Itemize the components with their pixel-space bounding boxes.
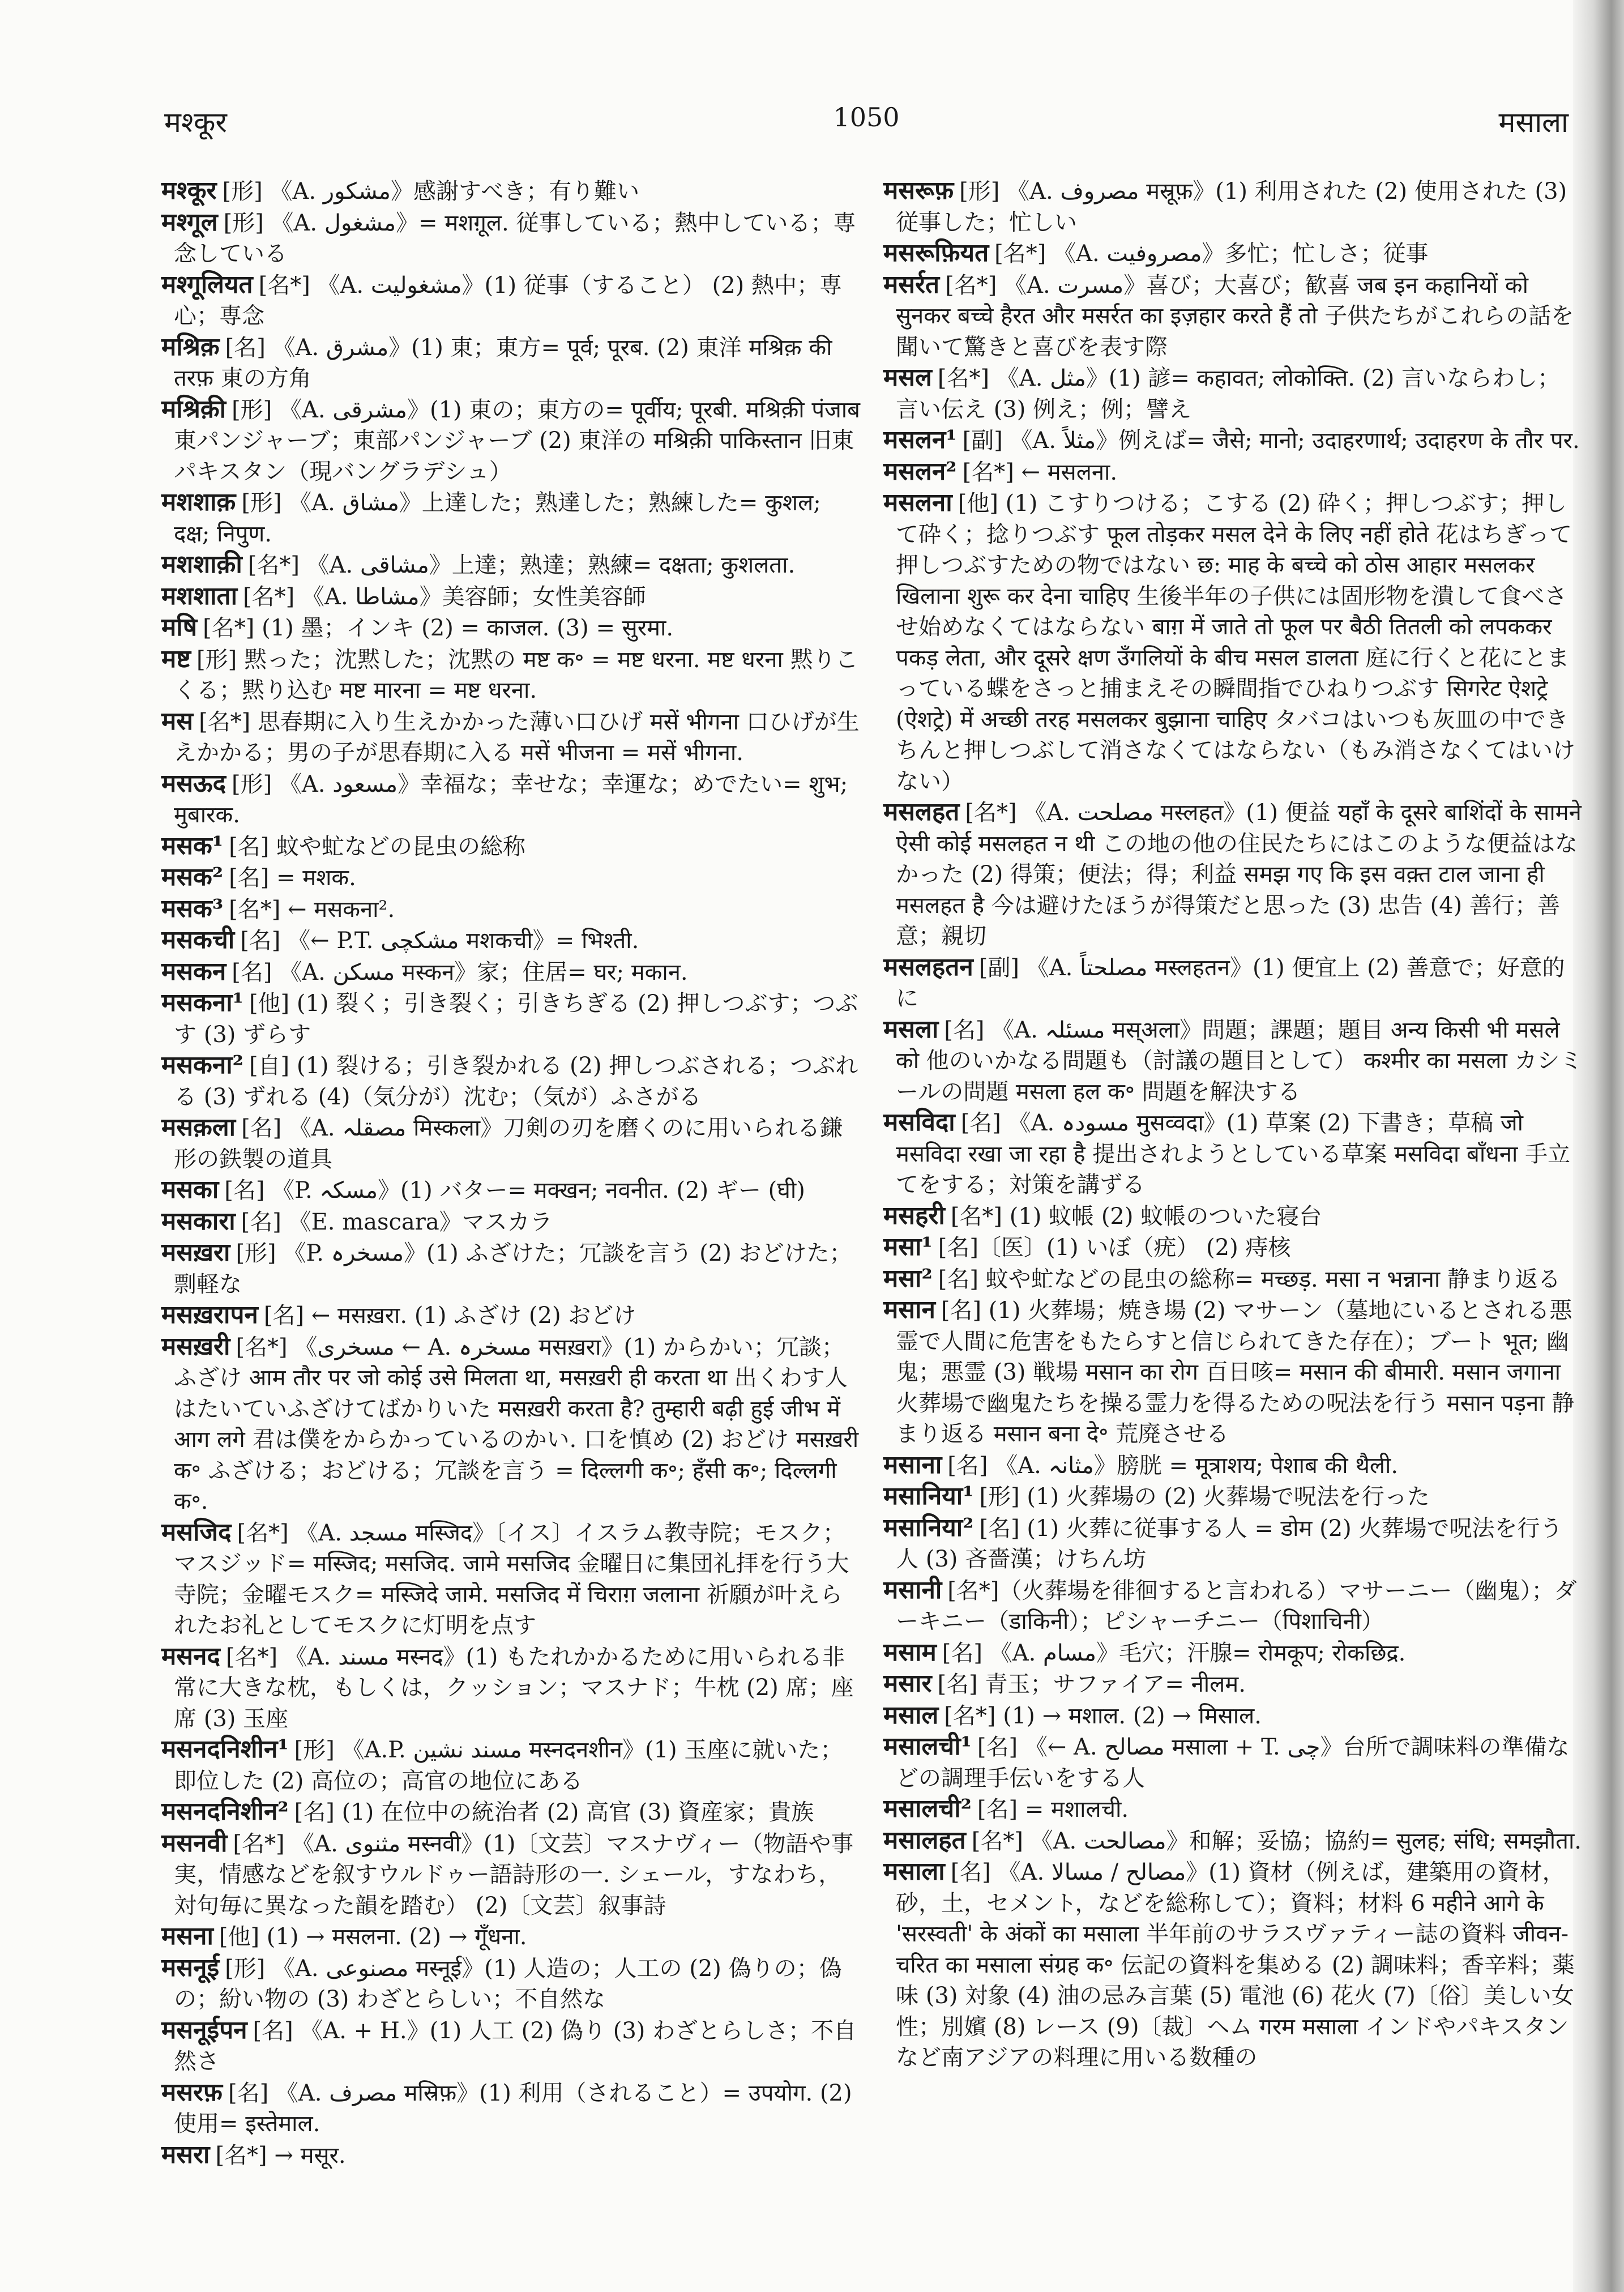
entry-headword: मसनवी <box>161 1828 228 1858</box>
entry-definition: [名*] 《A. مشاطا》美容師；女性美容師 <box>243 583 646 610</box>
entry-definition: [名] 《A. مشرق》(1) 東；東方= पूर्व; पूरब. (2) 東洋 मश्रिक़ की तरफ़ 東の方角 <box>174 334 832 391</box>
entry-definition: [形] 《A. مشرقی》(1) 東の；東方の= पूर्वीय; पूरबी. मश्रिक़ी पंजाब 東パンジャーブ；東部パンジャーブ (2) 東洋の मश्रिक़ी पाकिस्तान 旧東パキスタン（現バングラデシュ） <box>174 396 860 485</box>
entry-headword: मसकची <box>161 925 235 954</box>
entry-headword: मसख़रापन <box>161 1300 258 1329</box>
dictionary-entry <box>161 1237 861 1300</box>
right-column <box>883 176 1583 2073</box>
dictionary-entry <box>161 2140 861 2171</box>
entry-headword: मसनूईपन <box>161 2015 247 2045</box>
entry-definition: [名*] 《A. مصالحت》和解；妥協；協約= सुलह; संधि; समझौता. <box>971 1828 1582 1854</box>
entry-definition: [形] 《P. مسخرہ》(1) ふざけた；冗談を言う (2) おどけた；剽軽な <box>174 1240 852 1297</box>
dictionary-entry <box>161 988 861 1050</box>
dictionary-entry <box>883 362 1583 425</box>
entry-headword: मसाल <box>883 1700 939 1730</box>
dictionary-entry <box>161 1953 861 2015</box>
entry-definition: [名] = मशक. <box>229 865 356 891</box>
entry-headword: मष्ट <box>161 644 191 673</box>
page-number: 1050 <box>833 102 900 133</box>
entry-headword: मसक² <box>161 863 224 891</box>
entry-definition: [名] 《A. مسودہ मुसव्वदा》(1) 草案 (2) 下書き；草稿 जो मसविदा रखा जा रहा है 提出されようとしている草案 मसविदा बाँधना 手立てをする；対策を講ずる <box>896 1110 1571 1198</box>
dictionary-entry <box>161 831 861 863</box>
entry-definition: [名] 《A. + H.》(1) 人工 (2) 偽り (3) わざとらしさ；不自然さ <box>174 2017 857 2075</box>
dictionary-entry <box>161 207 861 270</box>
dictionary-entry <box>161 1641 861 1735</box>
entry-headword: मसालहत <box>883 1825 966 1855</box>
entry-definition: [名] 《← P.T. مشکچی मशकची》= भिश्ती. <box>240 928 639 954</box>
entry-headword: मसना <box>161 1922 213 1950</box>
entry-headword: मसक³ <box>161 894 224 923</box>
dictionary-entry <box>883 1668 1583 1700</box>
entry-definition: [名*] 《A. مصلحت मस्लहत》(1) 便益 यहाँ के दूसरे बाशिंदों के सामने ऐसी कोई मसलहत न थी この地の他の住民たちにはこのような便益はなかった (2) 得策；便法；得；利益 समझ गए कि इस वक़्त टाल जाना ही मसलहत है 今は避けたほうが得策だと思った (3) 忠告 (4) 善行；善意；親切 <box>896 800 1582 949</box>
entry-definition: [名] 蚊や虻などの昆虫の総称 <box>229 833 526 860</box>
dictionary-entry <box>883 488 1583 797</box>
dictionary-entry <box>883 1856 1583 2073</box>
entry-headword: मसकारा <box>161 1206 236 1236</box>
entry-definition: [自] (1) 裂ける；引き裂かれる (2) 押しつぶされる；つぶれる (3) ずれる (4)（気分が）沈む；（気が）ふさがる <box>174 1053 858 1110</box>
dictionary-entry <box>161 644 861 706</box>
entry-headword: मसरा <box>161 2140 210 2169</box>
entry-definition: [名] 《A. مسکن मस्कन》家；住居= घर; मकान. <box>232 959 688 985</box>
entry-definition: [名*] 《A. مشغولیت》(1) 従事（すること） (2) 熱中；専心；専念 <box>174 272 842 329</box>
dictionary-entry <box>883 1700 1583 1732</box>
entry-definition: [名*] 《A. مسند मस्नद》(1) もたれかかるために用いられる非常に大きな枕，もしくは，クッション；マスナド；牛枕 (2) 席；座席 (3) 玉座 <box>174 1644 854 1732</box>
entry-definition: [名] (1) 在位中の統治者 (2) 高官 (3) 資産家；貴族 <box>294 1799 814 1825</box>
dictionary-entry <box>161 487 861 549</box>
entry-definition: [名] 《E. mascara》マスカラ <box>241 1209 553 1235</box>
entry-definition: [名] 《P. مسکہ》(1) バター= मक्खन; नवनीत. (2) ギー (घी) <box>224 1177 805 1203</box>
entry-headword: मसनूई <box>161 1953 220 1982</box>
entry-definition: [形] 《A. مشغول》= मशग़ूल. 従事している；熱中している；専念している <box>174 210 856 267</box>
entry-definition: [名] 蚊や虻などの昆虫の総称= मच्छड़. मसा न भन्नाना 静まり返る <box>938 1266 1561 1292</box>
entry-headword: मसरफ़ <box>161 2077 223 2107</box>
entry-headword: मसलन¹ <box>883 425 957 454</box>
entry-headword: मसकना² <box>161 1051 243 1079</box>
dictionary-entry <box>883 1637 1583 1669</box>
entry-definition: [形] 《A. مسعود》幸福な；幸せな；幸運な；めでたい= शुभ; मुबारक. <box>174 771 848 828</box>
entry-definition: [名*] 思春期に入り生えかかった薄い口ひげ मसें भीगना 口ひげが生えかかる；男の子が思春期に入る मसें भीजना = मसें भीगना. <box>174 708 860 766</box>
entry-definition: [名] (1) 火葬場；焼き場 (2) マサーン（墓地にいるとされる悪霊で人間に危害をもたらすと信じられてきた存在）；ブート भूत; 幽鬼；悪霊 (3) 戦場 मसान का रोग 百日咳= मसान की बीमारी. मसान जगाना 火葬場で幽鬼たちを操る霊力を得るための呪法を行う मसान पड़ना 静まり返る मसान बना दे॰ 荒廃させる <box>896 1297 1575 1447</box>
dictionary-entry <box>161 706 861 769</box>
dictionary-entry <box>161 1050 861 1112</box>
entry-definition: [形] (1) 火葬場の (2) 火葬場で呪法を行った <box>979 1484 1430 1510</box>
dictionary-entry <box>883 1264 1583 1295</box>
entry-headword: मसक़ला <box>161 1113 236 1142</box>
dictionary-entry <box>161 1734 861 1796</box>
dictionary-entry <box>161 1796 861 1828</box>
entry-definition: [名] 《A. مسام》毛穴；汗腺= रोमकूप; रोकछिद्र. <box>942 1640 1406 1666</box>
entry-headword: मश्रिक़ी <box>161 394 226 424</box>
entry-headword: मसरूफ़ <box>883 176 954 205</box>
entry-definition: [名*] 《A. مصروفیت》多忙；忙しさ；従事 <box>994 241 1429 267</box>
dictionary-entry <box>883 1575 1583 1637</box>
dictionary-entry <box>161 1517 861 1641</box>
entry-headword: मसलना <box>883 488 952 517</box>
dictionary-entry <box>883 270 1583 363</box>
dictionary-entry <box>161 176 861 207</box>
entry-headword: मसरूफ़ियत <box>883 238 989 267</box>
entry-headword: मसक¹ <box>161 831 224 860</box>
entry-definition: [他] (1) こすりつける；こする (2) 砕く；押しつぶす；押して砕く；捻りつぶす फूल तोड़कर मसल देने के लिए नहीं होते 花はちぎって押しつぶすための物ではない छ: माह के बच्चे को ठोस आहार मसलकर खिलाना शुरू कर देना चाहिए 生後半年の子供には固形物を潰して食べさせ始めなくてはならない बाग़ में जाते तो फूल पर बैठी तितली को लपककर पकड़ लेता, और दूसरे क्षण उँगलियों के बीच मसल डालता 庭に行くと花にとまっている蝶をさっと捕まえその瞬間指でひねりつぶす सिगरेट ऐशट्रे (ऐशट्रे) में अच्छी तरह मसलकर बुझाना चाहिए タバコはいつも灰皿の中できちんと押しつぶして消さなくてはならない（もみ消さなくてはいけない） <box>896 490 1575 795</box>
entry-headword: मसलहत <box>883 797 960 826</box>
page-header <box>164 102 1569 142</box>
entry-headword: मसा¹ <box>883 1232 933 1261</box>
entry-headword: मसनदनिशीन¹ <box>161 1735 289 1764</box>
entry-definition: [名] 《A. مصالح / مسالا》(1) 資材（例えば，建築用の資材，砂，土，セメント，などを総称して）；資料；材料 6 महीने आगे के 'सरस्वती' के अंकों का मसाला 半年前のサラスヴァティー誌の資料 जीवन-चरित का मसाला संग्रह क॰ 伝記の資料を集める (2) 調味料；香辛料；薬味 (3) 対象 (4) 油の忌み言葉 (5) 電池 (6) 花火 (7)〔俗〕美しい女性；別嬪 (8) レース (9)〔裁〕ヘム गरम मसाला インドやパキスタンなど南アジアの料理に用いる数種の <box>896 1859 1575 2071</box>
entry-headword: मसला <box>883 1014 939 1044</box>
dictionary-entry <box>883 1450 1583 1482</box>
entry-headword: मसलहतन <box>883 952 973 981</box>
entry-definition: [名*] 《A. مشاقی》上達；熟達；熟練= दक्षता; कुशलता. <box>247 552 796 578</box>
entry-definition: [名*] 《A. مسرت》喜び；大喜び；歓喜 जब इन कहानियों को सुनकर बच्चे हैरत और मसर्रत का इज़हार करते हैं तो 子供たちがこれらの話を聞いて驚きと喜びを表す際 <box>896 272 1574 360</box>
entry-definition: [名]〔医〕(1) いぼ（疣） (2) 痔核 <box>938 1235 1291 1261</box>
entry-definition: [名*] (1) → मशाल. (2) → मिसाल. <box>944 1702 1262 1729</box>
dictionary-entry <box>161 270 861 332</box>
entry-definition: [名] 《A. مصرف मस्रिफ़》(1) 利用（されること）= उपयोग. (2) 使用= इस्तेमाल. <box>174 2080 852 2137</box>
entry-definition: [名*]（火葬場を徘徊すると言われる）マサーニー（幽鬼）；ダーキニー（डाकिनी）；ピシャーチニー（पिशाचिनी） <box>896 1577 1577 1634</box>
entry-headword: मसाना <box>883 1450 942 1479</box>
dictionary-entry <box>161 1175 861 1206</box>
entry-definition: [名*] ← मसलना. <box>962 459 1118 485</box>
entry-headword: मसनद <box>161 1641 220 1671</box>
entry-headword: मसजिद <box>161 1517 232 1547</box>
dictionary-entry <box>883 1107 1583 1201</box>
dictionary-entry <box>161 1206 861 1238</box>
dictionary-entry <box>161 2015 861 2077</box>
entry-headword: मश्गूलियत <box>161 270 253 299</box>
entry-headword: मसविदा <box>883 1108 955 1137</box>
entry-headword: मश्रिक़ <box>161 332 220 361</box>
entry-headword: मसालची² <box>883 1794 972 1823</box>
left-guide-word: मश्कूर <box>164 106 227 139</box>
entry-definition: [名] = मशालची. <box>977 1796 1129 1822</box>
entry-headword: मसख़रा <box>161 1238 230 1267</box>
dictionary-entry <box>883 1825 1583 1857</box>
dictionary-entry <box>883 425 1583 456</box>
dictionary-entry <box>161 1112 861 1175</box>
dictionary-entry <box>883 1295 1583 1450</box>
entry-definition: [他] (1) 裂く；引き裂く；引きちぎる (2) 押しつぶす；つぶす (3) ずらす <box>174 991 858 1048</box>
entry-headword: मसऊद <box>161 769 226 798</box>
entry-headword: मसख़री <box>161 1331 230 1361</box>
dictionary-entry <box>161 1331 861 1517</box>
entry-headword: मसनदनिशीन² <box>161 1797 289 1826</box>
entry-headword: मशशाता <box>161 581 238 611</box>
dictionary-entry <box>883 456 1583 488</box>
entry-headword: मसानिया¹ <box>883 1482 974 1510</box>
dictionary-entry <box>883 1232 1583 1264</box>
entry-headword: मसा² <box>883 1264 933 1293</box>
entry-definition: [名*] (1) 墨；インキ (2) = काजल. (3) = सुरमा. <box>203 615 674 641</box>
entry-headword: मसहरी <box>883 1201 945 1230</box>
entry-headword: मसकना¹ <box>161 988 243 1017</box>
entry-definition: [名*] → मसूर. <box>215 2142 346 2169</box>
dictionary-entry <box>883 797 1583 952</box>
entry-definition: [名] (1) 火葬に従事する人 = डोम (2) 火葬場で呪法を行う人 (3) 吝嗇漢；けちん坊 <box>896 1515 1563 1572</box>
entry-headword: मसालची¹ <box>883 1732 972 1761</box>
entry-headword: मस <box>161 706 194 736</box>
right-guide-word: मसाला <box>1498 106 1569 139</box>
dictionary-entry <box>883 238 1583 270</box>
entry-definition: [名*] (1) 蚊帳 (2) 蚊帳のついた寝台 <box>950 1203 1322 1230</box>
entry-headword: मश्कूर <box>161 176 217 205</box>
entry-definition: [他] (1) → मसलना. (2) → गूँधना. <box>219 1924 527 1950</box>
entry-headword: मसर्रत <box>883 270 940 299</box>
entry-definition: [名] 《A. مسئلہ मस्अला》問題；課題；題目 अन्य किसी भी मसले को 他のいかなる問題も（討議の題目として） कश्मीर का मसला カシミールの問題 मसला हल क॰ 問題を解決する <box>896 1017 1583 1105</box>
entry-headword: मसका <box>161 1175 219 1204</box>
entry-definition: [名] 《A. مثانہ》膀胱 = मूत्राशय; पेशाब की थैली. <box>947 1452 1399 1479</box>
entry-headword: मश्गूल <box>161 207 218 237</box>
entry-headword: मसाम <box>883 1637 937 1667</box>
dictionary-entry <box>161 862 861 894</box>
entry-definition: [形] 黙った；沈黙した；沈黙の मष्ट क॰ = मष्ट धरना. मष्ट धरना 黙りこくる；黙り込む मष्ट मारना = मष्ट धरना. <box>174 646 858 703</box>
dictionary-entry <box>883 1513 1583 1575</box>
left-column <box>161 176 861 2171</box>
entry-definition: [形] 《A. مشکور》感謝すべき；有り難い <box>222 178 640 204</box>
dictionary-entry <box>883 176 1583 238</box>
entry-definition: [名] 青玉；サファイア= नीलम. <box>937 1671 1246 1697</box>
entry-headword: मसल <box>883 363 932 392</box>
entry-headword: मशशाक़ <box>161 488 236 517</box>
dictionary-entry <box>161 612 861 644</box>
entry-definition: [形] 《A. مصنوعی मस्नूई》(1) 人造の；人工の (2) 偽りの；偽の；紛い物の (3) わざとらしい；不自然な <box>174 1955 842 2012</box>
dictionary-entry <box>161 957 861 988</box>
dictionary-entry <box>161 894 861 925</box>
dictionary-entry <box>883 1481 1583 1513</box>
dictionary-entry <box>883 1731 1583 1794</box>
entry-headword: मसानिया² <box>883 1513 974 1542</box>
dictionary-entry <box>161 581 861 613</box>
dictionary-entry <box>883 1201 1583 1232</box>
entry-definition: [名*] 《A. مثنوی मस्नवी》(1)〔文芸〕マスナヴィー（物語や事実，情感などを叙すウルドゥー語詩形の一. シェール，すなわち，対句毎に異なった韻を踏む） (2)〔文芸〕叙事詩 <box>174 1830 854 1919</box>
entry-definition: [副] 《A. مثلاً》例えば= जैसे; मानो; उदाहरणार्थ; उदाहरण के तौर पर. <box>962 428 1580 454</box>
dictionary-entry <box>161 2077 861 2140</box>
entry-definition: [名] ← मसख़रा. (1) ふざけ (2) おどけ <box>263 1303 636 1329</box>
dictionary-entry <box>161 769 861 831</box>
entry-definition: [名] 《← A. مصالح मसाला + T. چی》台所で調味料の準備などの調理手伝いをする人 <box>896 1734 1570 1791</box>
entry-definition: [形] 《A.P. مسند نشین मस्नदनशीन》(1) 玉座に就いた；即位した (2) 高位の；高官の地位にある <box>174 1737 843 1794</box>
entry-headword: मसार <box>883 1669 932 1698</box>
entry-definition: [名*] ← मसकना². <box>229 896 395 923</box>
entry-definition: [副] 《A. مصلحتاً मस्लहतन》(1) 便宜上 (2) 善意で；好意的に <box>896 954 1565 1011</box>
entry-headword: मसलन² <box>883 456 957 486</box>
entry-headword: मषि <box>161 613 198 642</box>
entry-headword: मसान <box>883 1295 935 1324</box>
entry-headword: मसकन <box>161 957 226 986</box>
dictionary-entry <box>161 1300 861 1331</box>
dictionary-entry <box>883 1794 1583 1825</box>
dictionary-entry <box>161 925 861 957</box>
entry-headword: मशशाक़ी <box>161 550 242 579</box>
dictionary-entry <box>883 952 1583 1014</box>
entry-definition: [形] 《A. مشاق》上達した；熟達した；熟練した= कुशल; दक्ष; निपुण. <box>174 490 821 547</box>
entry-definition: [名] 《A. مصقلہ मिस्कला》刀剣の刃を磨くのに用いられる鎌形の鉄製の道具 <box>174 1115 843 1172</box>
dictionary-entry <box>161 332 861 394</box>
dictionary-entry <box>883 1014 1583 1108</box>
entry-definition: [名*] 《مسخری ← A. مسخرہ मसख़रा》(1) からかい；冗談；ふざけ आम तौर पर जो कोई उसे मिलता था, मसख़री ही करता था 出くわす人はたいていふざけてばかりいた मसख़री करता है? तुम्हारी बढ़ी हुई जीभ में आग लगे 君は僕をからかっているのかい. 口を慎め (2) おどけ मसख़री क॰ ふざける；おどける；冗談を言う = दिल्लगी क॰; हँसी क॰; दिल्लगी क॰. <box>174 1334 859 1514</box>
entry-headword: मसानी <box>883 1575 942 1604</box>
entry-definition: [形] 《A. مصروف मस्रूफ़》(1) 利用された (2) 使用された (3) 従事した；忙しい <box>896 178 1567 236</box>
dictionary-entry <box>161 549 861 581</box>
dictionary-entry <box>161 1921 861 1953</box>
dictionary-entry <box>161 1828 861 1922</box>
entry-definition: [名*] 《A. مثل》(1) 諺= कहावत; लोकोक्ति. (2) 言いならわし；言い伝え (3) 例え；例；譬え <box>896 365 1561 422</box>
dictionary-entry <box>161 394 861 488</box>
entry-headword: मसाला <box>883 1857 945 1886</box>
entry-definition: [名*] 《A. مسجد मस्जिद》〔イス〕イスラム教寺院；モスク；マスジッド= मस्जिद; मसजिद. जामे मसजिद 金曜日に集団礼拝を行う大寺院；金曜モスク= मस्जिदे जामे. मसजिद में चिराग़ जलाना 祈願が叶えられたお礼としてモスクに灯明を点す <box>174 1520 849 1638</box>
